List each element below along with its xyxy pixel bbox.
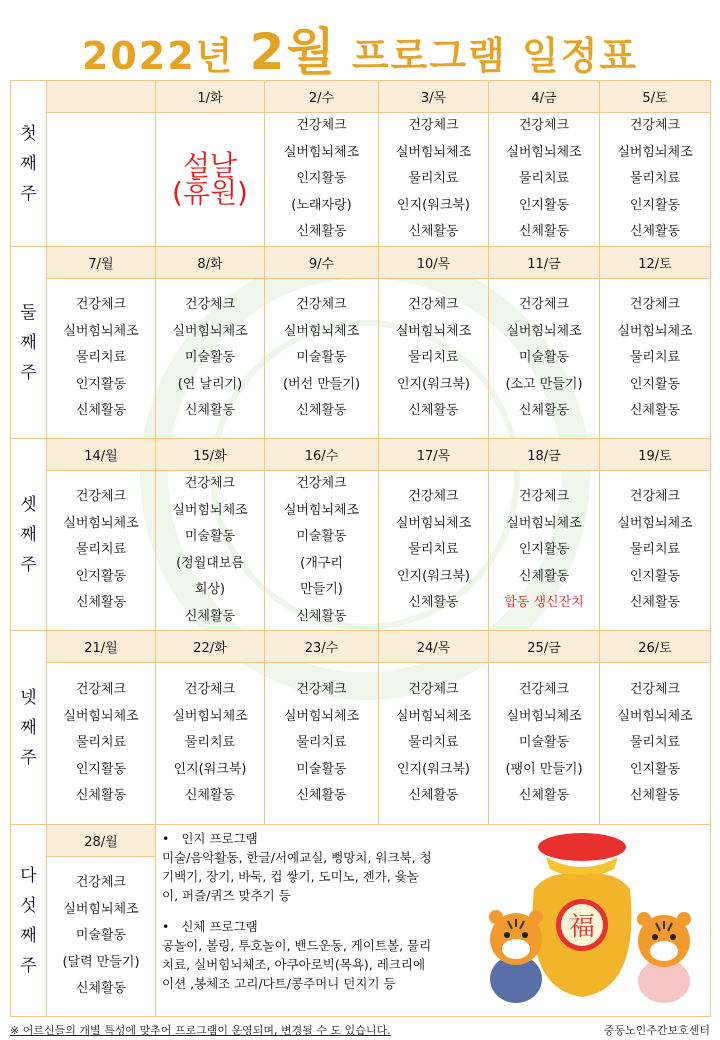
activity-item: 실버힘뇌체조 — [617, 144, 693, 160]
phy-program-body: 공놀이, 볼링, 투호놀이, 밴드운동, 게이트볼, 물리치료, 실버힘뇌체조, 아쿠아로빅(목욕), 레크리에이션 ,봉체조 고리/다트/콩주머니 던지기 등 — [162, 938, 432, 991]
week-label-text: 넷 째 주 — [20, 687, 37, 768]
activity-item: 물리치료 — [408, 735, 459, 751]
activity-item: 미술활동 — [296, 529, 347, 544]
activity-item: 인지(워크북) — [397, 376, 470, 392]
activity-item: 신체활동 — [408, 224, 459, 240]
activity-item: 건강체크 — [296, 297, 347, 313]
activity-item: (달력 만들기) — [62, 954, 140, 970]
week-header-row — [11, 439, 711, 471]
week-activity-row — [11, 113, 711, 247]
activity-item: 건강체크 — [629, 297, 681, 313]
activity-item: 미술활동 — [184, 529, 236, 544]
activity-item: 미술활동 — [518, 735, 570, 751]
activity-item: 건강체크 — [629, 118, 681, 134]
bag-character: 福 — [568, 912, 596, 942]
activity-item: 물리치료 — [518, 171, 570, 187]
day-activities — [156, 663, 265, 825]
activity-item: 인지활동 — [629, 197, 681, 213]
activity-item: 신체활동 — [75, 788, 127, 804]
phy-title-line: • 신체 프로그램 — [162, 919, 258, 934]
day-header: 5/토 — [600, 81, 711, 113]
activity-item: 신체활동 — [408, 788, 459, 804]
day-header: 11/금 — [489, 247, 600, 279]
activity-item: 건강체크 — [408, 682, 459, 698]
activity-item: 물리치료 — [184, 735, 236, 751]
activity-item: 인지(워크북) — [173, 761, 247, 777]
day-activities — [265, 279, 379, 439]
cog-title-line: • 인지 프로그램 — [162, 831, 258, 846]
activity-item: 물리치료 — [75, 735, 127, 751]
day-header: 21/월 — [47, 631, 156, 663]
holiday-text: 설날 — [182, 149, 238, 182]
day-activities — [156, 471, 265, 631]
activity-item: 실버힘뇌체조 — [395, 515, 472, 531]
week-label — [11, 825, 47, 1017]
activity-item: 실버힘뇌체조 — [63, 901, 139, 917]
activity-item: 물리치료 — [408, 171, 459, 187]
activity-item: 실버힘뇌체조 — [395, 323, 472, 339]
activity-item: 신체활동 — [75, 981, 127, 997]
activity-item: 인지활동 — [296, 171, 347, 187]
day-activities — [489, 113, 600, 247]
activity-item: 미술활동 — [296, 761, 347, 777]
activity-item: 인지활동 — [629, 761, 681, 777]
day-header: 23/수 — [265, 631, 379, 663]
day-activities — [600, 663, 711, 825]
activity-item: 신체활동 — [629, 224, 681, 240]
activity-item: 건강체크 — [518, 682, 570, 698]
day-header: 19/토 — [600, 439, 711, 471]
activity-item: 신체활동 — [518, 788, 570, 804]
activity-item: 신체활동 — [296, 224, 347, 240]
activity-item: 건강체크 — [75, 682, 127, 698]
day-header: 17/목 — [379, 439, 489, 471]
day-header: 28/월 — [47, 825, 156, 857]
activity-item: 신체활동 — [296, 788, 347, 804]
activity-item: (버선 만들기) — [282, 376, 361, 392]
activity-item: 만들기) — [300, 582, 343, 597]
activity-item: 실버힘뇌체조 — [283, 323, 360, 339]
week-label-text: 둘 째 주 — [20, 302, 37, 383]
day-header: 15/화 — [156, 439, 265, 471]
activity-item: (연 날리기) — [177, 376, 243, 392]
activity-item: (팽이 만들기) — [505, 761, 583, 777]
activity-item: 신체활동 — [296, 608, 347, 624]
activity-item: (소고 만들기) — [505, 376, 583, 392]
activity-item: 실버힘뇌체조 — [506, 323, 582, 339]
activity-item: 물리치료 — [408, 350, 459, 366]
activity-item: 건강체크 — [75, 875, 127, 891]
week-header-row — [11, 81, 711, 113]
activity-item: 신체활동 — [296, 403, 347, 419]
activity-item: 실버힘뇌체조 — [283, 708, 360, 724]
week5-header-row — [11, 825, 711, 857]
page-title — [0, 12, 720, 84]
activity-item: 인지활동 — [75, 376, 127, 392]
activity-item: 신체활동 — [629, 595, 681, 611]
footer-center: 중동노인주간보호센터 — [603, 1024, 710, 1037]
activity-item: 건강체크 — [408, 297, 459, 313]
week-activity-row — [11, 279, 711, 439]
activity-item: 실버힘뇌체조 — [63, 323, 139, 339]
activity-item: 신체활동 — [518, 568, 570, 584]
activity-item: 신체활동 — [629, 788, 681, 804]
activity-item: (노래자랑) — [291, 197, 352, 213]
day-header — [47, 81, 156, 113]
day-header: 12/토 — [600, 247, 711, 279]
activity-item: 실버힘뇌체조 — [63, 515, 139, 531]
activity-item: 건강체크 — [75, 489, 127, 505]
day-header: 25/금 — [489, 631, 600, 663]
week-label-text: 첫 째 주 — [20, 123, 37, 204]
week-header-row — [11, 631, 711, 663]
day-activities — [489, 279, 600, 439]
activity-item: 물리치료 — [296, 735, 347, 751]
activity-item: 건강체크 — [629, 489, 681, 505]
day-header: 16/수 — [265, 439, 379, 471]
day-activities — [379, 471, 489, 631]
activity-item: 미술활동 — [184, 350, 236, 366]
phy-program-title: 신체 프로그램 — [181, 919, 258, 934]
day-activities — [47, 663, 156, 825]
activity-item: 실버힘뇌체조 — [506, 708, 582, 724]
day-activities — [265, 471, 379, 631]
week-label — [11, 81, 47, 247]
activity-item: 실버힘뇌체조 — [395, 708, 472, 724]
cog-program-body: 미술/음악활동, 한글/서예교실, 뻥망치, 워크북, 청기백기, 장기, 바둑, 컵 쌓기, 도미노, 젠가, 윷놀이, 퍼즐/퀴즈 맞추기 등 — [162, 850, 432, 903]
activity-item: 인지활동 — [629, 376, 681, 392]
activity-item: 실버힘뇌체조 — [172, 708, 248, 724]
activity-item: 실버힘뇌체조 — [63, 708, 139, 724]
activity-item: 회상) — [194, 582, 226, 597]
day-activities — [265, 113, 379, 247]
day-header: 26/토 — [600, 631, 711, 663]
activity-item: 신체활동 — [184, 403, 236, 419]
day-activities — [47, 857, 156, 1017]
day-activities — [47, 279, 156, 439]
week-header-row — [11, 247, 711, 279]
activity-item: 신체활동 — [184, 788, 236, 804]
day-activities — [379, 663, 489, 825]
week-activity-row — [11, 471, 711, 631]
activity-item: 물리치료 — [629, 171, 681, 187]
activity-item: 신체활동 — [518, 224, 570, 240]
activity-item: 건강체크 — [296, 476, 347, 491]
day-activities — [489, 663, 600, 825]
activity-item: 건강체크 — [75, 297, 127, 313]
activity-item: (개구리 — [300, 555, 343, 571]
day-header: 9/수 — [265, 247, 379, 279]
activity-item: 인지(워크북) — [397, 197, 470, 213]
activity-item: 건강체크 — [629, 682, 681, 698]
day-activities — [600, 279, 711, 439]
day-activities — [379, 279, 489, 439]
lucky-bag-tigers-illustration — [464, 829, 704, 1007]
week-label — [11, 631, 47, 825]
activity-item: 건강체크 — [408, 489, 459, 505]
day-activities — [600, 113, 711, 247]
title-month: 2월 — [249, 23, 337, 81]
week-label-text: 다 섯 째 주 — [20, 865, 37, 976]
activity-item: 실버힘뇌체조 — [283, 502, 360, 518]
activity-item: 건강체크 — [518, 489, 570, 505]
day-header: 24/목 — [379, 631, 489, 663]
week-activity-row — [11, 663, 711, 825]
activity-item: 물리치료 — [629, 542, 681, 558]
activity-item: 신체활동 — [408, 595, 459, 611]
holiday-text: (휴원) — [172, 175, 248, 209]
activity-item: 실버힘뇌체조 — [617, 323, 693, 339]
title-rest: 프로그램 일정표 — [351, 34, 639, 78]
day-header: 8/화 — [156, 247, 265, 279]
activity-item: 물리치료 — [629, 735, 681, 751]
activity-item: 인지활동 — [518, 542, 570, 558]
day-activities — [265, 663, 379, 825]
activity-item: 실버힘뇌체조 — [283, 144, 360, 160]
activity-item: 인지(워크북) — [397, 568, 470, 584]
week-label — [11, 247, 47, 439]
activity-item: 건강체크 — [518, 297, 570, 313]
activity-item: 신체활동 — [75, 403, 127, 419]
day-header: 18/금 — [489, 439, 600, 471]
activity-item: 건강체크 — [296, 682, 347, 698]
activity-item: 건강체크 — [184, 476, 236, 491]
tiger-right — [637, 912, 691, 1003]
activity-item: 건강체크 — [296, 118, 347, 134]
week-label-text: 셋 째 주 — [20, 494, 37, 575]
activity-item: (정월대보름 — [176, 555, 244, 571]
day-activities — [156, 113, 265, 247]
activity-item: 실버힘뇌체조 — [506, 144, 582, 160]
day-header: 7/월 — [47, 247, 156, 279]
day-header: 10/목 — [379, 247, 489, 279]
activity-item: 물리치료 — [408, 542, 459, 558]
schedule-table — [10, 80, 711, 1017]
activity-item: 물리치료 — [629, 350, 681, 366]
activity-item: 실버힘뇌체조 — [172, 502, 248, 518]
activity-item: 실버힘뇌체조 — [395, 144, 472, 160]
activity-item: 미술활동 — [75, 928, 127, 944]
day-header: 2/수 — [265, 81, 379, 113]
day-activities — [47, 471, 156, 631]
tiger-left — [489, 910, 543, 1003]
program-info — [156, 825, 711, 1017]
activity-item: 인지활동 — [629, 568, 681, 584]
activity-item: 신체활동 — [75, 595, 127, 611]
activity-item: 물리치료 — [75, 542, 127, 558]
activity-item: 인지활동 — [75, 761, 127, 777]
activity-item: 실버힘뇌체조 — [506, 515, 582, 531]
day-header: 4/금 — [489, 81, 600, 113]
day-header: 14/월 — [47, 439, 156, 471]
activity-item: 미술활동 — [296, 350, 347, 366]
activity-item: 건강체크 — [184, 682, 236, 698]
activity-item: 실버힘뇌체조 — [617, 515, 693, 531]
activity-item: 건강체크 — [518, 118, 570, 134]
cog-program-title: 인지 프로그램 — [181, 831, 258, 846]
activity-item: 건강체크 — [408, 118, 459, 134]
day-activities — [600, 471, 711, 631]
event-text: 합동 생신잔치 — [504, 595, 584, 611]
day-activities — [379, 113, 489, 247]
week-label — [11, 439, 47, 631]
activity-item: 실버힘뇌체조 — [172, 323, 248, 339]
day-header: 3/목 — [379, 81, 489, 113]
activity-item: 인지(워크북) — [397, 761, 470, 777]
day-activities — [489, 471, 600, 631]
activity-item: 신체활동 — [629, 403, 681, 419]
activity-item: 미술활동 — [518, 350, 570, 366]
activity-item: 인지활동 — [75, 568, 127, 584]
day-activities — [156, 279, 265, 439]
activity-item: 신체활동 — [408, 403, 459, 419]
activity-item: 신체활동 — [518, 403, 570, 419]
footer-note: ※ 어르신들의 개별 특성에 맞추어 프로그램이 운영되며, 변경될 수 도 있습니다. — [10, 1024, 391, 1037]
activity-item: 인지활동 — [518, 197, 570, 213]
activity-item: 신체활동 — [184, 608, 236, 624]
day-header: 22/화 — [156, 631, 265, 663]
activity-item: 실버힘뇌체조 — [617, 708, 693, 724]
activity-item: 건강체크 — [184, 297, 236, 313]
activity-item: 물리치료 — [75, 350, 127, 366]
day-activities — [47, 113, 156, 247]
day-header: 1/화 — [156, 81, 265, 113]
title-year: 2022년 — [81, 34, 235, 78]
